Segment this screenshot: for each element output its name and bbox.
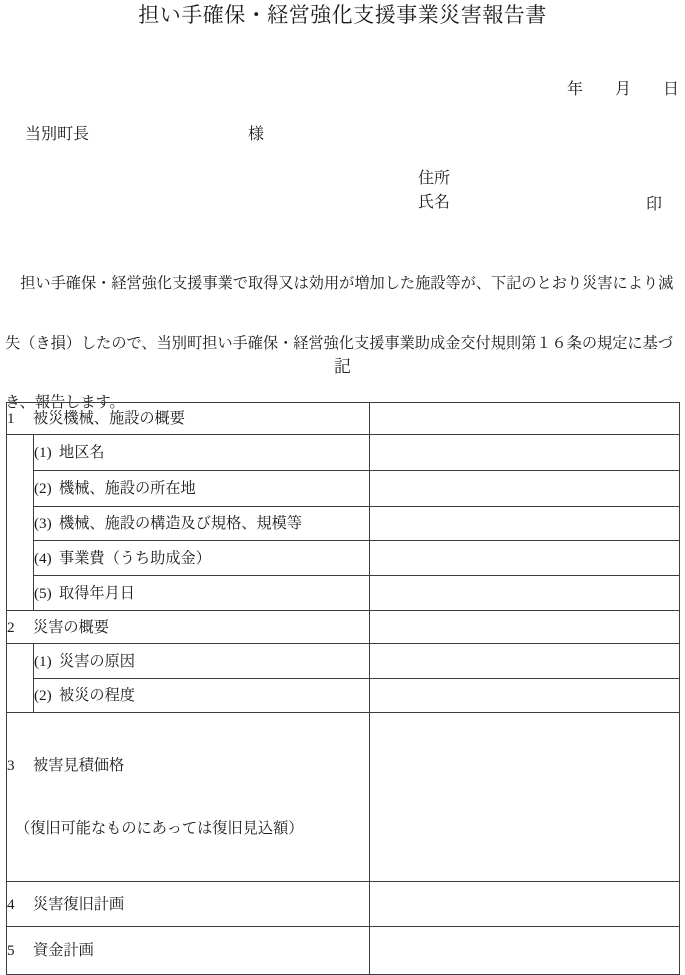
addressee-honorific: 様 bbox=[248, 126, 265, 143]
value-cell bbox=[370, 403, 680, 435]
addressee-name: 当別町長 bbox=[25, 126, 90, 143]
section-number: 5 bbox=[7, 942, 15, 959]
section-label-line2: （復旧可能なものにあっては復旧見込額） bbox=[15, 820, 304, 837]
table-row-section-2 bbox=[7, 611, 680, 644]
sub-label-cell bbox=[34, 679, 370, 713]
value-cell bbox=[370, 679, 680, 713]
value-cell bbox=[370, 882, 680, 927]
section-number: 4 bbox=[7, 895, 15, 913]
table-row-section-4 bbox=[7, 882, 680, 927]
table-row-sub bbox=[7, 679, 680, 713]
date-line: 年 月 日 bbox=[566, 81, 679, 98]
sub-number: (3) bbox=[34, 515, 52, 532]
table-row-sub bbox=[7, 541, 680, 576]
section-label-line1 bbox=[7, 755, 369, 776]
value-cell bbox=[370, 576, 680, 611]
value-cell bbox=[370, 644, 680, 679]
gutter-cell bbox=[7, 644, 34, 713]
section-number: 1 bbox=[7, 410, 15, 427]
body-line: 担い手確保・経営強化支援事業で取得又は効用が増加した施設等が、下記のとおり災害により滅 bbox=[5, 275, 674, 292]
table-row-section-5 bbox=[7, 927, 680, 975]
sub-number: (2) bbox=[34, 687, 52, 704]
sub-label: 機械、施設の所在地 bbox=[59, 480, 196, 497]
sub-number: (1) bbox=[34, 652, 52, 670]
table-row-sub bbox=[7, 576, 680, 611]
document-title: 担い手確保・経営強化支援事業災害報告書 bbox=[138, 3, 547, 27]
value-cell bbox=[370, 541, 680, 576]
gutter-cell bbox=[7, 435, 34, 611]
section-label-cell bbox=[7, 927, 370, 975]
section-label-cell bbox=[7, 713, 370, 882]
table-row-section-3 bbox=[7, 713, 680, 882]
sub-label: 機械、施設の構造及び規格、規模等 bbox=[59, 515, 302, 532]
section-marker: 記 bbox=[334, 357, 351, 376]
value-cell bbox=[370, 713, 680, 882]
section-label: 資金計画 bbox=[33, 942, 94, 959]
section-label-cell bbox=[7, 403, 370, 435]
sub-number: (2) bbox=[34, 480, 52, 497]
sub-label: 被災の程度 bbox=[59, 687, 135, 704]
sub-label-cell bbox=[34, 644, 370, 679]
sender-name-label: 氏名 bbox=[418, 194, 451, 211]
section-number: 3 bbox=[7, 757, 15, 774]
sub-label-cell bbox=[34, 435, 370, 471]
section-label: 災害復旧計画 bbox=[33, 895, 125, 913]
sender-address-label: 住所 bbox=[418, 170, 451, 187]
sub-label-cell bbox=[34, 541, 370, 576]
sub-label: 事業費（うち助成金） bbox=[59, 549, 211, 567]
table-row-section-1 bbox=[7, 403, 680, 435]
table-row-sub bbox=[7, 507, 680, 541]
value-cell bbox=[370, 435, 680, 471]
body-line: 失（き損）したので、当別町担い手確保・経営強化支援事業助成金交付規則第１６条の規定に基づ bbox=[5, 334, 673, 352]
section-label-cell bbox=[7, 882, 370, 927]
report-table bbox=[6, 402, 680, 975]
sub-label: 災害の原因 bbox=[59, 652, 135, 670]
value-cell bbox=[370, 507, 680, 541]
table-row-sub bbox=[7, 435, 680, 471]
section-label-cell bbox=[7, 611, 370, 644]
sub-label-cell bbox=[34, 471, 370, 507]
section-label: 被害見積価格 bbox=[33, 757, 125, 774]
sub-number: (1) bbox=[34, 444, 52, 461]
section-number: 2 bbox=[7, 618, 15, 636]
sub-number: (4) bbox=[34, 549, 52, 567]
sub-label: 取得年月日 bbox=[59, 584, 135, 602]
seal-mark: 印 bbox=[646, 196, 663, 213]
sub-label-cell bbox=[34, 507, 370, 541]
value-cell bbox=[370, 471, 680, 507]
sub-label: 地区名 bbox=[59, 444, 105, 461]
section-label: 災害の概要 bbox=[33, 618, 109, 636]
sub-label-cell bbox=[34, 576, 370, 611]
value-cell bbox=[370, 927, 680, 975]
table-row-sub bbox=[7, 644, 680, 679]
value-cell bbox=[370, 611, 680, 644]
section-label: 被災機械、施設の概要 bbox=[33, 410, 185, 427]
table-row-sub bbox=[7, 471, 680, 507]
sub-number: (5) bbox=[34, 584, 52, 602]
body-line: き、報告します。 bbox=[5, 394, 125, 412]
